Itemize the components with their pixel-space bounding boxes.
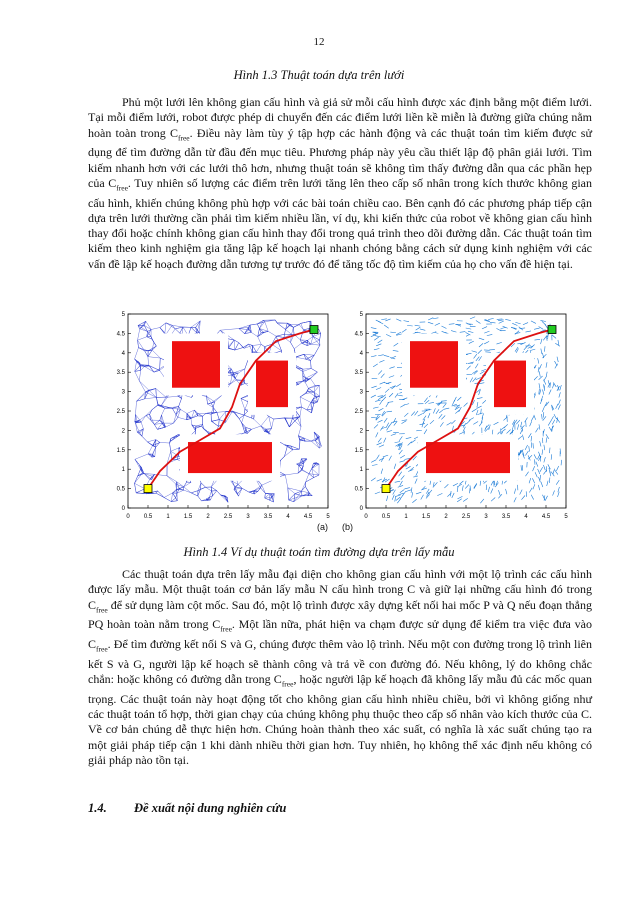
plot-a-roadmap (112, 310, 336, 520)
plot-b-y-tick-label: 1 (359, 467, 363, 474)
plot-b-y-tick-label: 4.5 (354, 331, 363, 338)
plot-a-obstacle (256, 361, 288, 408)
plot-a-y-tick-label: 4 (121, 350, 125, 357)
plot-a-y-tick-label: 0.5 (116, 486, 125, 493)
plot-b-y-tick-label: 3.5 (354, 370, 363, 377)
plot-a-x-tick-label: 0 (126, 514, 130, 520)
section-title: Đề xuất nội dung nghiên cứu (134, 801, 287, 815)
plot-a-obstacle (188, 442, 272, 473)
plot-b-x-tick-label: 4 (524, 514, 528, 520)
plot-a-start-marker (144, 485, 152, 493)
plot-b-x-tick-label: 1.5 (421, 514, 431, 520)
figure-1-4-caption: Hình 1.4 Ví dụ thuật toán tìm đường dựa trên lấy mẫu (183, 545, 455, 559)
plot-b-y-tick-label: 3 (359, 389, 363, 396)
plot-a-y-tick-label: 4.5 (116, 331, 125, 338)
plot-b-x-tick-label: 1 (404, 514, 408, 520)
plot-b-start-marker (382, 485, 390, 493)
plot-b-x-tick-label: 5 (564, 514, 568, 520)
plot-a-goal-marker (310, 326, 318, 334)
plot-b-x-tick-label: 3 (484, 514, 488, 520)
section-number: 1.4. (88, 801, 107, 815)
plot-a-y-tick-label: 1.5 (116, 447, 125, 454)
subfigure-label-a: (a) (317, 522, 328, 532)
plot-a-x-tick-label: 1.5 (183, 514, 193, 520)
plot-a-y-tick-label: 3 (121, 389, 125, 396)
plot-a-x-tick-label: 4.5 (303, 514, 313, 520)
plot-b-x-tick-label: 4.5 (541, 514, 551, 520)
plot-b-x-tick-label: 0 (364, 514, 368, 520)
plot-b-y-tick-label: 0 (359, 506, 363, 512)
plot-b-vector-field (350, 310, 574, 520)
plot-b-obstacle (494, 361, 526, 408)
page-number: 12 (313, 36, 325, 48)
plot-b-y-tick-label: 2 (359, 428, 363, 435)
plot-a-x-tick-label: 2.5 (223, 514, 233, 520)
plot-a-y-tick-label: 2 (121, 428, 125, 435)
plot-b-x-tick-label: 2 (444, 514, 448, 520)
paragraph-sampling-methods: Các thuật toán dựa trên lấy mẫu đại diện cho không gian cấu hình với một lộ trình các cấu hình được lấy mẫu. Một thuật toán cơ bản lấy mẫu N cấu hình trong C và giữ lại những cấu hình đó trong $C_{free}$ để sử dụng làm cột mốc. Sau đó, một lộ trình được xây dựng kết nối hai mốc P và Q nếu đoạn thẳng PQ hoàn toàn nằm trong $C_{free}$. Một lần nữa, phát hiện va chạm được sử dụng để kiểm tra việc đưa vào $C_{free}$. Để tìm đường kết nối S và G, chúng được thêm vào lộ trình. Nếu một con đường trong lộ trình liên kết S và G, người lập kế hoạch sẽ thành công và trả về con đường đó. Nếu không, lý do không chắc chắn: hoặc không có đường dẫn trong $C_{free}$, hoặc người lập kế hoạch đã không lấy mẫu đủ các mốc quan trọng. Các thuật toán này hoạt động tốt cho không gian cấu hình nhiều chiều, bởi vì không giống như các thuật toán tổ hợp, thời gian chạy của chúng không phụ thuộc theo cấp số nhân vào kích thước của C. Về cơ bản chúng dễ thực hiện hơn. Chúng hoàn thành theo xác suất, có nghĩa là xác suất chúng tạo ra một giải pháp tiếp cận 1 khi dành nhiều thời gian hơn. Tuy nhiên, họ không thể xác định nếu không có giải pháp nào tồn tại. (88, 567, 592, 767)
plot-a-y-tick-label: 5 (121, 312, 125, 318)
plot-a-x-tick-label: 3 (246, 514, 250, 520)
plot-b-y-tick-label: 1.5 (354, 447, 363, 454)
plot-a-x-tick-label: 1 (166, 514, 170, 520)
plot-b-y-tick-label: 5 (359, 312, 363, 318)
plot-a-obstacle (172, 341, 220, 388)
plot-b-goal-marker (548, 326, 556, 334)
subfigure-label-b: (b) (342, 522, 353, 532)
plot-b-y-tick-label: 4 (359, 350, 363, 357)
plot-b-x-tick-label: 2.5 (461, 514, 471, 520)
plot-a-y-tick-label: 3.5 (116, 370, 125, 377)
plot-a-y-tick-label: 1 (121, 467, 125, 474)
plot-a-x-tick-label: 2 (206, 514, 210, 520)
plot-a-x-tick-label: 0.5 (143, 514, 153, 520)
plot-b-y-tick-label: 2.5 (354, 409, 363, 415)
plot-b-x-tick-label: 3.5 (501, 514, 511, 520)
plot-a-x-tick-label: 4 (286, 514, 290, 520)
plot-b-y-tick-label: 0.5 (354, 486, 363, 493)
plot-a-y-tick-label: 0 (121, 506, 125, 512)
paragraph-grid-methods: Phủ một lưới lên không gian cấu hình và giả sử mỗi cấu hình được xác định bằng một điểm lưới. Tại mỗi điểm lưới, robot được phép di chuyển đến các điểm lưới liền kề miễn là đường giữa chúng nằm hoàn toàn trong $C_{free}$. Điều này làm tùy ý tập hợp các hành động và các thuật toán tìm kiếm được sử dụng để tìm đường dẫn từ đầu đến mục tiêu. Phương pháp này yêu cầu thiết lập độ phân giải lưới. Tìm kiếm nhanh hơn với các lưới thô hơn, nhưng thuật toán sẽ không tìm thấy đường dẫn qua các phần hẹp của $C_{free}$. Tuy nhiên số lượng các điểm trên lưới tăng lên theo cấp số nhân trong kích thước không gian cấu hình, khiến chúng không phù hợp với các bài toán chiều cao. Bên cạnh đó các phương pháp tiếp cận dựa trên lưới thường cần phải tìm kiếm nhiều lần, ví dụ, khi kiến thức của robot về không gian cấu hình thay đổi hoặc chính không gian cấu hình thay đổi trong quá trình theo dõi đường dẫn. Các thuật toán tìm kiếm theo kinh nghiệm gia tăng lập kế hoạch lại nhanh chóng bằng cách sử dụng kinh nghiệm với các vấn đề lập kế hoạch đường dẫn tương tự trước đó để tăng tốc độ tìm kiếm của họ cho vấn đề hiện tại. (88, 95, 593, 271)
section-heading (88, 801, 286, 816)
plot-a-x-tick-label: 3.5 (263, 514, 273, 520)
figure-1-3-caption: Hình 1.3 Thuật toán dựa trên lưới (233, 68, 405, 82)
plot-a-x-tick-label: 5 (326, 514, 330, 520)
plot-b-obstacle (426, 442, 510, 473)
plot-b-obstacle (410, 341, 458, 388)
plot-a-y-tick-label: 2.5 (116, 409, 125, 415)
plot-b-x-tick-label: 0.5 (381, 514, 391, 520)
